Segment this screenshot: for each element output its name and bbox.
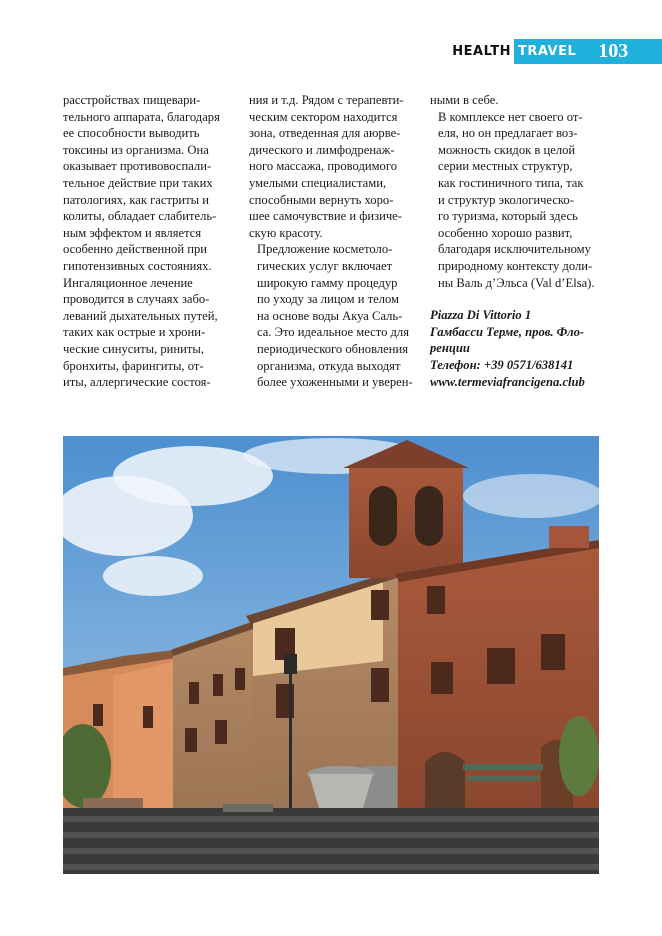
text-line: периодического обновления [257,341,409,356]
text-line: таких как острые и хрони- [63,325,206,340]
page-header [452,39,662,64]
text-line: Ингаляционное лечение [63,275,193,290]
text-line: тельного аппарата, благодаря [63,109,220,124]
contact-block [430,307,606,390]
text-line: природному контексту доли- [438,258,593,273]
text-line: проводится в случаях забо- [63,292,210,307]
text-line: ческим сектором находится [249,109,398,124]
text-column-3 [430,92,606,390]
town-square-photo [63,436,599,874]
text-line: широкую гамму процедур [257,275,398,290]
text-line: особенно хорошо развит, [438,225,573,240]
text-line: колиты, обладает слабитель- [63,209,217,224]
text-line: токсины из организма. Она [63,142,209,157]
text-line: по уходу за лицом и телом [257,292,400,307]
text-line: гипотензивных состояниях. [63,258,212,273]
phone: Телефон: +39 0571/638141 [430,357,574,372]
text-line: еля, но он предлагает воз- [438,126,578,141]
text-line: способными вернуть хоро- [249,192,394,207]
text-line: ного массажа, проводимого [249,159,398,174]
text-line: можность скидок в целой [438,142,576,157]
text-line: са. Это идеальное место для [257,325,410,340]
text-line: серии местных структур, [438,159,573,174]
text-line: благодаря исключительному [438,242,591,257]
text-line: шее самочувствие и физиче- [249,209,402,224]
text-line: скую красоту. [249,225,323,240]
city-line: ренции [430,341,470,356]
address: Piazza Di Vittorio 1 [430,308,532,323]
text-line: более ухоженными и уверен- [257,375,413,390]
text-line: патологиях, как гастриты и [63,192,210,207]
text-line: умелыми специалистами, [249,175,387,190]
city-line: Гамбасси Терме, пров. Фло- [430,324,585,339]
text-line: тельное действие при таких [63,175,213,190]
text-line: го туризма, который здесь [438,209,578,224]
text-line: организма, откуда выходят [257,358,401,373]
paragraph [249,92,421,241]
text-line: леваний дыхательных путей, [63,308,218,323]
text-line: дического и лимфодренаж- [249,142,395,157]
text-line: ее способности выводить [63,126,200,141]
text-line: иты, аллергические состоя- [63,375,211,390]
section-label: HEALTH [452,44,511,59]
subsection-label: TRAVEL [518,44,577,59]
text-line: ны Валь д’Эльса (Val d’Elsa). [438,275,595,290]
text-column-2 [249,92,421,391]
paragraph [430,92,606,109]
text-line: расстройствах пищевари- [63,93,201,107]
text-line: ным эффектом и является [63,225,202,240]
text-column-1 [63,92,238,391]
text-line: В комплексе нет своего от- [438,109,583,124]
paragraph [63,92,238,391]
text-line: ния и т.д. Рядом с терапевти- [249,93,404,107]
text-line: как гостиничного типа, так [438,175,584,190]
text-line: на основе воды Акуа Саль- [257,308,403,323]
subsection-banner [514,39,662,64]
paragraph [249,241,421,390]
text-line: и структур экологическо- [438,192,574,207]
text-line: оказывает противовоспали- [63,159,212,174]
text-line: Предложение косметоло- [257,242,393,257]
text-line: гических услуг включает [257,258,393,273]
paragraph [430,109,606,292]
text-line: ческие синуситы, риниты, [63,341,205,356]
text-line: ными в себе. [430,93,499,107]
text-line: зона, отведенная для аюрве- [249,126,401,141]
text-line: бронхиты, фарингиты, от- [63,358,204,373]
text-line: особенно действенной при [63,242,207,257]
page-number: 103 [598,40,629,62]
website-link[interactable]: www.termeviafrancigena.club [430,374,585,389]
